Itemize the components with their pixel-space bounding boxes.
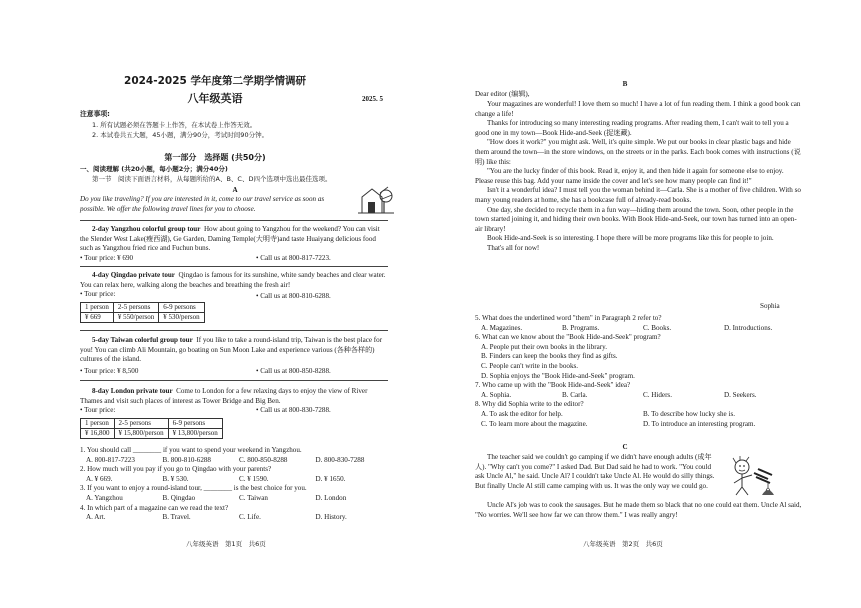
passage-c-p2: [475, 501, 805, 520]
options-row: [475, 410, 805, 420]
table-cell: ¥ 669: [81, 313, 114, 323]
option[interactable]: C. Life.: [239, 513, 261, 522]
tour-text: If you like to take a round-island trip, Taiwan is the best place for you! You can climb Ali Mountain, go boating on Sun Moon Lake and experience various (各种各样的) cultures of the island.: [80, 336, 383, 364]
price-table-qingdao: [80, 302, 205, 323]
option[interactable]: D. History.: [315, 513, 347, 522]
option[interactable]: D. Sophia enjoys the "Book Hide-and-Seek" program.: [481, 371, 635, 380]
letter-closing: That's all for now!: [487, 243, 540, 252]
options-row: [80, 513, 392, 523]
option[interactable]: D. Introductions.: [724, 323, 773, 332]
tour-price: • Tour price: ¥ 8,500: [80, 367, 139, 375]
camping-illustration: [728, 455, 784, 499]
page-footer: 八年级英语 第2页 共6页: [583, 540, 663, 548]
tour-london: [80, 387, 390, 406]
tour-text: Qingdao is famous for its sunshine, white sandy beaches and clear water. You can relax here, walking along the beaches and breathing the fresh air!: [80, 271, 386, 289]
option[interactable]: D. To introduce an interesting program.: [643, 419, 756, 428]
passage-a-label: A: [232, 186, 238, 194]
option[interactable]: A. To ask the editor for help.: [481, 409, 563, 418]
paragraph: One day, she decided to recycle them in a fun way—hiding them around the town. Soon, other people in the town started joining it, and hiding their own books. With Book Hide-and-Seek, our town has turned into an open-air library!: [475, 205, 797, 233]
option[interactable]: C. Books.: [643, 323, 672, 332]
option[interactable]: A. Sophia.: [481, 390, 512, 399]
paragraph: The teacher said we couldn't go camping if we didn't have enough adults (成年人). "Why can't you come?" I asked Dad. But Dad said he had to work. "You could ask Uncle Al," he said. Uncle Al? I couldn't take Uncle Al. He would do silly things. But finally Uncle Al still came camping with us. It was the only way we could go.: [475, 453, 715, 490]
divider: [80, 266, 388, 267]
tour-price: • Tour price:: [80, 290, 116, 298]
note-1: 1. 所有试题必须在答题卡上作答，在本试卷上作答无效。: [92, 121, 257, 129]
option[interactable]: D. 800-830-7288: [315, 455, 365, 464]
table-cell: 6-9 persons: [159, 303, 204, 313]
divider: [80, 220, 388, 221]
table-cell: 1 person: [81, 303, 114, 313]
table-cell: 2-5 persons: [113, 303, 158, 313]
passage-c-label: C: [622, 443, 628, 451]
tour-name: 8-day London private tour: [92, 387, 173, 395]
letter-signature: Sophia: [760, 302, 780, 310]
letter-greeting: Dear editor (编辑),: [475, 90, 530, 98]
option[interactable]: D. ¥ 1650.: [315, 474, 346, 483]
divider: [80, 330, 388, 331]
passage-b-label: B: [622, 80, 628, 88]
tour-name: 5-day Taiwan colorful group tour: [92, 336, 193, 344]
option[interactable]: A. People put their own books in the library.: [481, 342, 608, 351]
option[interactable]: B. ¥ 530.: [162, 474, 189, 483]
option[interactable]: C. Hiders.: [643, 390, 672, 399]
option[interactable]: A. ¥ 669.: [86, 474, 113, 483]
questions-5-8: [475, 314, 805, 429]
option[interactable]: D. London: [315, 493, 347, 502]
options-row: [80, 456, 392, 466]
part-title: 第一部分 选择题 (共50分): [164, 153, 266, 162]
paragraph: Thanks for introducing so many interesting reading programs. After reading them, I can't wait to tell you a good one in my town—Book Hide-and-Seek (捉迷藏).: [475, 119, 789, 137]
tour-call: • Call us at 800-850-8288.: [256, 367, 331, 375]
option[interactable]: A. 800-817-7223: [86, 455, 135, 464]
tour-taiwan: [80, 336, 390, 365]
option[interactable]: D. Seekers.: [724, 390, 757, 399]
paragraph: Isn't it a wonderful idea? I must tell you the woman behind it—Carla. She is a mother of five children. With so many young readers at home, she has a bookcase full of already-read books.: [475, 186, 801, 204]
table-cell: 2-5 persons: [114, 419, 168, 429]
divider: [80, 380, 388, 381]
tour-yangzhou: [80, 225, 390, 254]
page-footer: 八年级英语 第1页 共6页: [186, 540, 266, 548]
table-cell: ¥ 13,800/person: [168, 429, 222, 439]
passage-c-p1: [475, 453, 720, 491]
option[interactable]: B. Carla.: [562, 390, 588, 399]
notes-heading: 注意事项:: [80, 110, 110, 118]
question-text: 2. How much will you pay if you go to Qingdao with your parents?: [80, 465, 272, 474]
tour-qingdao: [80, 271, 390, 290]
option[interactable]: B. Finders can keep the books they find as gifts.: [481, 352, 618, 361]
left-page: [0, 0, 430, 608]
question-text: 8. Why did Sophia write to the editor?: [475, 400, 584, 409]
table-cell: 1 person: [81, 419, 115, 429]
option[interactable]: C. ¥ 1590.: [239, 474, 269, 483]
options-row: [80, 475, 392, 485]
option[interactable]: B. 800-810-6288: [162, 455, 211, 464]
table-cell: ¥ 530/person: [159, 313, 204, 323]
option[interactable]: C. To learn more about the magazine.: [481, 419, 588, 428]
passage-a-intro: Do you like traveling? If you are interested in it, come to our travel service as soon as possible. We offer the following travel lines for you to choose.: [80, 195, 325, 213]
paragraph: Book Hide-and-Seek is so interesting. I hope there will be more programs like this for people to join.: [487, 234, 774, 243]
option[interactable]: A. Art.: [86, 513, 106, 522]
paragraph: "How does it work?" you might ask. Well, it's quite simple. We put our books in clear plastic bags and hide them around the town—in the store windows, on the streets or in the parks. Each book comes with instructions (说明) like this:: [475, 138, 801, 166]
question-text: 6. What can we know about the "Book Hide-and-Seek" program?: [475, 333, 661, 342]
question-text: 1. You should call ________ if you want to spend your weekend in Yangzhou.: [80, 446, 302, 454]
options-row: [475, 391, 805, 401]
tour-text: Come to London for a few relaxing days to enjoy the view of River Thames and visit such places of interest as Tower Bridge and Big Ben.: [80, 387, 368, 405]
exam-title: 2024-2025 学年度第二学期学情调研: [124, 75, 306, 87]
tour-price: • Tour price: ¥ 690: [80, 254, 134, 262]
section-title: 一、阅读理解 (共20小题，每小题2分；满分40分): [80, 165, 228, 173]
exam-date: 2025. 5: [362, 95, 383, 103]
table-header-row: [81, 419, 223, 429]
table-cell: ¥ 15,800/person: [114, 429, 168, 439]
tour-text: How about going to Yangzhou for the weekend? You can visit the Slender West Lake(瘦西湖), Ge Garden, Daming Temple(大明寺)and taste Huaiyang delicious food such as Yangzhou fried rice and Fuchun buns.: [80, 225, 380, 253]
question-text: 4. In which part of a magazine can we read the text?: [80, 503, 229, 512]
paragraph: Uncle Al's job was to cook the sausages. But he made them so black that no one could eat them. Uncle Al said, "No worries. We'll see how far we can throw them." I was really angry!: [475, 501, 802, 519]
table-header-row: [81, 303, 205, 313]
option[interactable]: B. Programs.: [562, 323, 600, 332]
option[interactable]: B. Travel.: [162, 513, 191, 522]
options-row: [475, 420, 805, 430]
options-row: [80, 494, 392, 504]
table-cell: 6-9 persons: [168, 419, 222, 429]
exam-subtitle: 八年级英语: [187, 92, 243, 105]
price-table-london: [80, 418, 223, 439]
tour-name: 4-day Qingdao private tour: [92, 271, 175, 279]
option[interactable]: A. Magazines.: [481, 323, 523, 332]
option[interactable]: C. Taiwan: [239, 493, 268, 502]
question-text: 3. If you want to enjoy a round-island tour, ________ is the best choice for you.: [80, 484, 307, 493]
note-2: 2. 本试卷共五大题，45小题，满分90分，考试时间90分钟。: [92, 131, 269, 139]
paragraph: "You are the lucky finder of this book. Read it, enjoy it, and then hide it again for someone else to enjoy. Please reuse this bag. Add your name inside the cover and let's see how many people can find it!": [475, 167, 784, 185]
tour-name: 2-day Yangzhou colorful group tour: [92, 225, 201, 233]
option[interactable]: C. 800-850-8288: [239, 455, 288, 464]
paragraph: Your magazines are wonderful! I love them so much! I have a lot of fun reading them. I think a good book can change a life!: [475, 100, 801, 118]
option[interactable]: A. Yangzhou: [86, 493, 123, 502]
table-row: [81, 429, 223, 439]
table-cell: ¥ 550/person: [113, 313, 158, 323]
option[interactable]: B. To describe how lucky she is.: [643, 409, 735, 418]
tour-call: • Call us at 800-810-6288.: [256, 292, 331, 300]
option[interactable]: B. Qingdao: [162, 493, 196, 502]
tour-call: • Call us at 800-817-7223.: [256, 254, 331, 262]
travel-illustration: [358, 183, 394, 215]
section-instructions: 第一节 阅读下面语言材料，从每题所给的A、B、C、D四个选项中选出最佳选项。: [92, 175, 332, 183]
letter-body: [475, 100, 803, 254]
tour-call: • Call us at 800-830-7288.: [256, 406, 331, 414]
right-page: [430, 0, 861, 608]
table-cell: ¥ 16,800: [81, 429, 115, 439]
table-row: [81, 313, 205, 323]
question-text: 7. Who came up with the "Book Hide-and-Seek" idea?: [475, 381, 631, 390]
questions-1-4: [80, 446, 392, 523]
options-row: [475, 324, 805, 334]
question-text: 5. What does the underlined word "them" in Paragraph 2 refer to?: [475, 314, 662, 322]
option[interactable]: C. People can't write in the books.: [481, 361, 579, 370]
tour-price: • Tour price:: [80, 406, 116, 414]
